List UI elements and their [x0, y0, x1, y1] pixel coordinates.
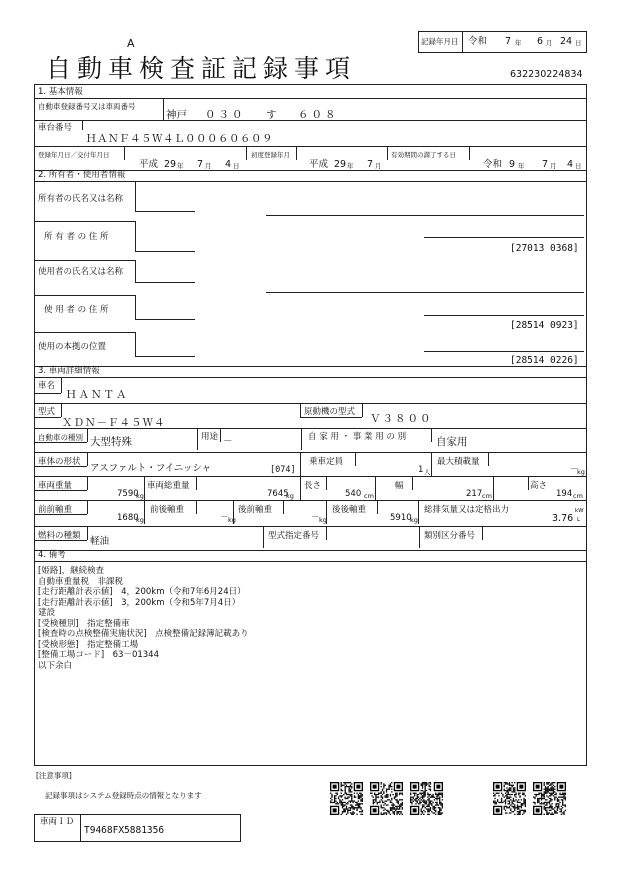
qr-code-3 [410, 782, 443, 815]
model-value: ＸＤＮ－Ｆ４５Ｗ４ [62, 417, 166, 429]
notice-heading: [注意事項] [36, 771, 72, 780]
reg-no-label: 自動車登録番号又は車両番号 [38, 102, 136, 111]
remark-line: 建設 [38, 608, 56, 618]
unit-kg: kg [410, 516, 418, 524]
vehicle-weight-label: 車両重量 [38, 481, 73, 491]
chassis-value: ＨＡＮＦ４５Ｗ４Ｌ０００６０６０９ [86, 133, 273, 145]
vehicle-type-label: 自動車の種別 [38, 433, 83, 442]
remark-line: [整備工場コード] 63－01344 [38, 650, 159, 660]
rear-rear-axle-label: 後後軸重 [332, 505, 367, 515]
rear-rear-axle-value: 5910 [390, 513, 412, 523]
height-value: 194 [556, 489, 573, 499]
first-reg-era: 平成 [309, 159, 329, 170]
remark-line: [姫路]，継続検査 [38, 566, 105, 576]
expiry-day: 4 [567, 159, 574, 170]
gross-weight-value: 7645 [267, 489, 289, 499]
remark-line: [走行距離計表示値] 3，200km（令和5年7月4日） [38, 597, 241, 608]
qr-pattern-icon [533, 782, 566, 815]
fuel-label: 燃料の種類 [38, 531, 81, 541]
remarks-block [38, 566, 249, 671]
unit-l: L [577, 517, 581, 523]
document-number: 632230224834 [510, 69, 583, 80]
remark-line: 以下余白 [38, 660, 73, 671]
unit-day: 日 [575, 162, 582, 170]
unit-cm: cm [482, 492, 492, 500]
record-date-year: 7 [505, 36, 512, 47]
vehicle-type-value: 大型特殊 [90, 436, 132, 448]
first-reg-year: 29 [334, 159, 347, 170]
remark-line: 自動車重量税 非課税 [38, 576, 124, 587]
qr-pattern-icon [370, 782, 403, 815]
document-title: 自動車検査証記録事項 [46, 54, 357, 83]
unit-kg: kg [228, 516, 236, 524]
record-date-month: 6 [537, 36, 544, 47]
expiry-month: 7 [542, 159, 549, 170]
rear-front-axle-label: 後前軸重 [238, 505, 273, 515]
qr-code-4 [493, 782, 526, 815]
user-name-label: 使用者の氏名又は名称 [38, 267, 124, 277]
gross-weight-label: 車両総重量 [147, 481, 190, 491]
capacity-unit: 人 [424, 468, 431, 476]
unit-day: 日 [233, 162, 240, 170]
category-label: 類別区分番号 [424, 531, 476, 541]
fuel-value: 軽油 [90, 536, 110, 547]
unit-cm: cm [573, 492, 583, 500]
record-date-era: 令和 [468, 36, 488, 47]
owner-name-label: 所有者の氏名又は名称 [38, 194, 124, 204]
reg-date-day: 4 [225, 159, 232, 170]
owner-address-code: [27013 0368] [510, 243, 579, 254]
unit-cm: cm [364, 492, 374, 500]
body-shape-code: [074] [270, 465, 296, 475]
unit-kg: kg [286, 492, 294, 500]
qr-pattern-icon [410, 782, 443, 815]
record-date-day: 24 [560, 36, 573, 47]
max-load-label: 最大積載量 [437, 457, 480, 467]
reg-date-era: 平成 [139, 159, 159, 170]
remark-line: [受検種別] 指定整備車 [38, 618, 130, 629]
unit-year: 年 [177, 162, 184, 170]
length-label: 長さ [304, 481, 322, 491]
base-location-label: 使用の本拠の位置 [38, 342, 107, 352]
model-label: 型式 [38, 407, 56, 417]
front-rear-axle-label: 前後軸重 [150, 505, 185, 515]
height-label: 高さ [530, 481, 548, 491]
unit-kg: kg [136, 516, 144, 524]
reg-no-kana: す [266, 109, 277, 121]
first-reg-month: 7 [367, 159, 374, 170]
qr-code-2 [370, 782, 403, 815]
expiry-year: 9 [509, 159, 516, 170]
unit-kg: kg [136, 492, 144, 500]
corner-mark: A [127, 37, 135, 50]
reg-date-label: 登録年月日／交付年月日 [38, 151, 110, 159]
record-date-label: 記録年月日 [421, 37, 459, 46]
reg-no-class: ０３０ [205, 109, 246, 121]
remark-line: [検査時の点検整備実施状況] 点検整備記録簿記載あり [38, 629, 249, 639]
unit-month: 月 [205, 162, 212, 170]
remark-line: [走行距離計表示値] 4，200km（令和7年6月24日） [38, 587, 246, 597]
section4-heading: 4. 備考 [38, 550, 66, 560]
expiry-era: 令和 [483, 159, 503, 170]
body-shape-value: アスファルト・フイニッシャ [90, 463, 212, 474]
displacement-label: 総排気量又は定格出力 [424, 505, 510, 515]
section3-heading: 3. 車両詳細情報 [38, 366, 100, 376]
qr-pattern-icon [493, 782, 526, 815]
displacement-value: 3.76 [552, 513, 574, 524]
user-address-label: 使 用 者 の 住 所 [44, 305, 109, 315]
vehicle-weight-value: 7590 [117, 489, 139, 499]
width-value: 217 [466, 489, 483, 499]
record-date-year-unit: 年 [515, 39, 522, 47]
base-location-code: [28514 0226] [510, 355, 579, 366]
remark-line: [受検形態] 指定整備工場 [38, 639, 139, 650]
max-load-value: － [570, 465, 579, 475]
expiry-label: 有効期間の満了する日 [391, 151, 456, 159]
vehicle-id-value: T9468FX5881356 [84, 825, 165, 836]
name-value: ＨＡＮＴＡ [66, 389, 129, 401]
length-value: 540 [345, 489, 362, 499]
capacity-value: 1 [418, 465, 424, 475]
section2-heading: 2. 所有者・使用者情報 [38, 170, 126, 180]
unit-year: 年 [518, 162, 525, 170]
engine-model-value: Ｖ３８００ [370, 413, 433, 425]
usage-label: 用途 [201, 432, 219, 442]
user-address-code: [28514 0923] [510, 320, 579, 331]
front-front-axle-value: 1680 [117, 513, 139, 523]
record-date-day-unit: 日 [575, 39, 582, 47]
owner-address-label: 所 有 者 の 住 所 [44, 232, 109, 242]
width-label: 幅 [395, 481, 404, 491]
vehicle-id-label: 車両ＩＤ [40, 817, 75, 827]
private-business-label: 自 家 用 ・ 事 業 用 の 別 [308, 432, 407, 442]
private-business-value: 自家用 [436, 436, 468, 448]
unit-kw: kW [575, 508, 584, 514]
unit-year: 年 [347, 162, 354, 170]
qr-code-1 [330, 782, 363, 815]
unit-kg: kg [577, 468, 585, 476]
unit-month: 月 [550, 162, 557, 170]
record-date-month-unit: 月 [546, 39, 553, 47]
reg-date-year: 29 [164, 159, 177, 170]
rear-front-axle-value: － [311, 513, 320, 523]
chassis-label: 車台番号 [38, 123, 73, 133]
unit-kg: kg [319, 516, 327, 524]
capacity-label: 乗車定員 [309, 457, 344, 467]
reg-no-number: ６０８ [298, 109, 339, 121]
first-reg-label: 初度登録年月 [251, 151, 290, 159]
front-rear-axle-value: － [220, 513, 229, 523]
front-front-axle-label: 前前軸重 [38, 505, 73, 515]
engine-model-label: 原動機の型式 [304, 407, 356, 417]
unit-month: 月 [375, 162, 382, 170]
reg-date-month: 7 [197, 159, 204, 170]
reg-no-region: 神戸 [166, 109, 187, 121]
section1-heading: 1. 基本情報 [38, 87, 83, 97]
notice-text: 記録事項はシステム登録時点の情報となります [45, 791, 202, 800]
qr-pattern-icon [330, 782, 363, 815]
qr-code-5 [533, 782, 566, 815]
usage-value: － [223, 436, 233, 447]
body-shape-label: 車体の形状 [38, 457, 81, 467]
name-label: 車名 [38, 381, 56, 391]
type-designation-label: 型式指定番号 [268, 531, 320, 541]
